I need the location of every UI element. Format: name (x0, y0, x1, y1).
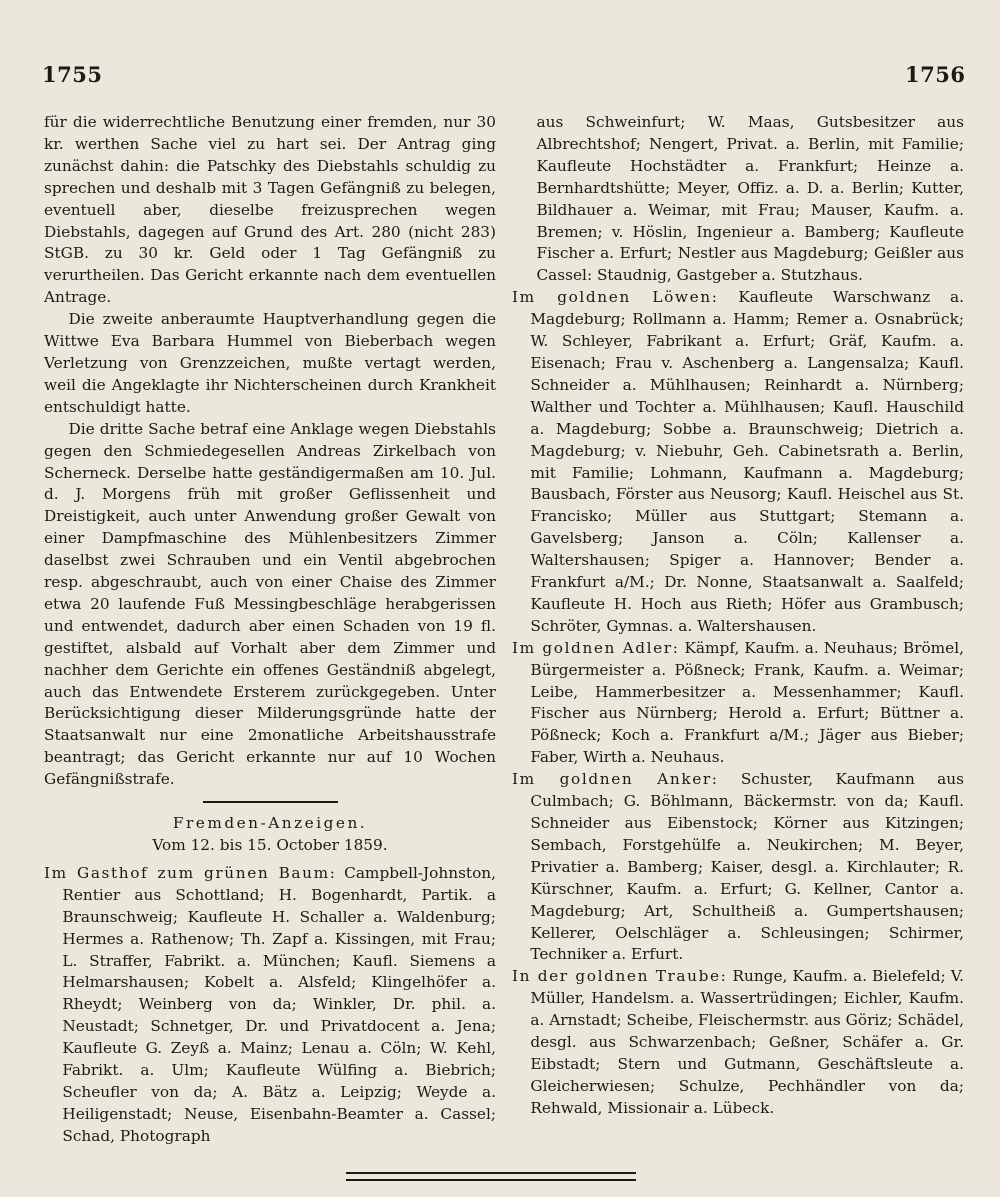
guest-list: Kämpf, Kaufm. a. Neuhaus; Brömel, Bürgermeister a. Pößneck; Frank, Kaufm. a. Weimar; Leibe, Hammerbesitzer a. Messenhammer; Kaufl. Fischer aus Nürnberg; Herold a. Erfurt; Büttner a. Pößneck; Koch a. Frankfurt a/M.; Jäger aus Bieber; Faber, Wirth a. Neuhaus. (530, 638, 964, 767)
guest-list: Campbell-Johnston, Rentier aus Schottland; H. Bogenhardt, Partik. a Braunschweig; Kaufleute H. Schaller a. Waldenburg; Hermes a. Rathenow; Th. Zapf a. Kissingen, mit Frau; L. Straffer, Fabrikt. a. München; Kaufl. Siemens a Helmarshausen; Kobelt a. Alsfeld; Klingelhöfer a. Rheydt; Weinberg von da; Winkler, Dr. phil. a. Neustadt; Schnetger, Dr. und Privatdocent a. Jena; Kaufleute G. Zeyß a. Mainz; Lenau a. Cöln; W. Kehl, Fabrikt. a. Ulm; Kaufleute Wülfing a. Biebrich; Scheufler von da; A. Bätz a. Leipzig; Weyde a. Heiligenstadt; Neuse, Eisenbahn-Beamter a. Cassel; Schad, Photograph (62, 863, 496, 1145)
guest-list: Runge, Kaufm. a. Bielefeld; V. Müller, Handelsm. a. Wassertrüdingen; Eichler, Kaufm. a. Arnstadt; Scheibe, Fleischermstr. aus Göriz; Schädel, desgl. aus Schwarzenbach; Geßner, Schäfer a. Gr. Eibstadt; Stern und Gutmann, Geschäftsleute a. Gleicherwiesen; Schulze, Pechhändler von da; Rehwald, Missionair a. Lübeck. (530, 967, 964, 1117)
hotel-entry-gruener-baum (44, 863, 496, 1148)
hotel-entry-goldne-traube (512, 966, 964, 1119)
left-column (44, 112, 496, 1148)
court-report-paragraph-2: Die zweite anberaumte Hauptverhandlung gegen die Wittwe Eva Barbara Hummel von Bieberbach wegen Verletzung von Grenzzeichen, mußte vertagt werden, weil die Angeklagte ihr Nichterscheinen durch Krankheit entschuldigt hatte. (44, 310, 496, 416)
guest-list: Kaufleute Warschwanz a. Magdeburg; Rollmann a. Hamm; Remer a. Osnabrück; W. Schleyer, Fabrikant a. Erfurt; Gräf, Kaufm. a. Eisenach; Frau v. Aschenberg a. Langensalza; Kaufl. Schneider a. Mühlhausen; Reinhardt a. Nürnberg; Walther und Tochter a. Mühlhausen; Kaufl. Hauschild a. Magdeburg; Sobbe a. Braunschweig; Dietrich a. Magdeburg; v. Niebuhr, Geh. Cabinetsrath a. Berlin, mit Familie; Lohmann, Kaufmann a. Magdeburg; Bausbach, Förster aus Neusorg; Kaufl. Heischel aus St. Francisko; Müller aus Stuttgart; Stemann a. Gavelsberg; Janson a. Cöln; Kallenser a. Waltershausen; Spiger a. Hannover; Bender a. Frankfurt a/M.; Dr. Nonne, Staatsanwalt a. Saalfeld; Kaufleute H. Hoch aus Rieth; Höfer aus Grambusch; Schröter, Gymnas. a. Waltershausen. (530, 288, 965, 635)
hotel-name: Im Gasthof zum grünen Baum: (44, 863, 337, 882)
bottom-double-rule (346, 1172, 636, 1181)
court-report-paragraph-1: für die widerrechtliche Benutzung einer fremden, nur 30 kr. werthen Sache viel zu hart sei. Der Antrag ging zunächst dahin: die Patschky des Diebstahls schuldig zu sprechen und deshalb mit 3 Tagen Gefängniß zu belegen, eventuell aber, dieselbe freizusprechen wegen Diebstahls, dagegen auf Grund des Art. 280 (nicht 283) StGB. zu 30 kr. Geld oder 1 Tag Gefängniß zu verurtheilen. Das Gericht erkannte nach dem eventuellen Antrage. (44, 113, 496, 307)
hotel-name: Im goldnen Adler: (512, 638, 680, 657)
guest-list: Schuster, Kaufmann aus Culmbach; G. Böhlmann, Bäckermstr. von da; Kaufl. Schneider aus Eibenstock; Körner aus Kitzingen; Sembach, Forstgehülfe a. Neukirchen; M. Beyer, Privatier a. Bamberg; Kaiser, desgl. a. Kirchlauter; R. Kürschner, Kaufm. a. Erfurt; G. Kellner, Cantor a. Magdeburg; Art, Schultheiß a. Gumpertshausen; Kellerer, Oelschläger a. Schleusingen; Schirmer, Techniker a. Erfurt. (530, 770, 965, 964)
date-range: Vom 12. bis 15. October 1859. (152, 836, 388, 854)
hotel-entry-goldner-loewe (512, 287, 964, 638)
section-divider (203, 801, 338, 803)
hotel-entry-goldner-anker (512, 769, 964, 966)
right-column (512, 112, 964, 1120)
page-number-left: 1755 (42, 62, 103, 87)
page-number-right: 1756 (905, 62, 966, 87)
hotel-name: Im goldnen Löwen: (512, 288, 719, 307)
hotel-entry-goldner-adler (512, 638, 964, 769)
guest-list-continuation: aus Schweinfurt; W. Maas, Gutsbesitzer aus Albrechtshof; Nengert, Privat. a. Berlin, mit Familie; Kaufleute Hochstädter a. Frankfurt; Heinze a. Bernhardtshütte; Meyer, Offiz. a. D. a. Berlin; Kutter, Bildhauer a. Weimar, mit Frau; Mauser, Kaufm. a. Bremen; v. Höslin, Ingenieur a. Bamberg; Kaufleute Fischer a. Erfurt; Nestler aus Magdeburg; Geißler aus Cassel: Staudnig, Gastgeber a. Stutzhaus. (536, 113, 964, 285)
section-heading: Fremden-Anzeigen. (172, 814, 368, 833)
court-report-paragraph-3: Die dritte Sache betraf eine Anklage wegen Diebstahls gegen den Schmiedegesellen Andreas Zirkelbach von Scherneck. Derselbe hatte geständigermaßen am 10. Jul. d. J. Morgens früh mit großer Geflissenheit und Dreistigkeit, auch unter Anwendung großer Gewalt von einer Dampfmaschine des Mühlenbesitzers Zimmer daselbst zwei Schrauben und ein Ventil abgebrochen resp. abgeschraubt, auch von einer Chaise des Zimmer etwa 20 laufende Fuß Messingbeschläge herabgerissen und entwendet, dadurch aber einen Schaden von 19 fl. gestiftet, alsbald auf Vorhalt aber dem Zimmer und nachher dem Gerichte ein offenes Geständniß abgelegt, auch das Entwendete Ersterem zurückgegeben. Unter Berücksichtigung dieser Milderungsgründe hatte der Staatsanwalt nur eine 2monatliche Arbeitshausstrafe beantragt; das Gericht erkannte nur auf 10 Wochen Gefängnißstrafe. (44, 419, 496, 789)
hotel-name: In der goldnen Traube: (512, 967, 728, 986)
hotel-name: Im goldnen Anker: (512, 770, 719, 789)
